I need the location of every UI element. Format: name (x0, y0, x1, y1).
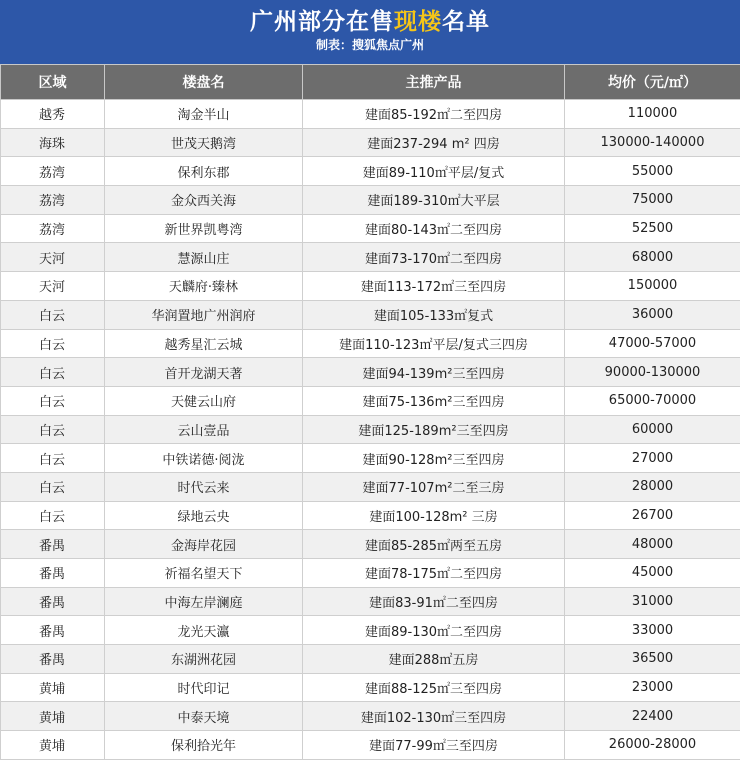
project-name-cell: 东湖洲花园 (105, 645, 303, 674)
table-row (1, 329, 740, 358)
title-banner (0, 0, 740, 64)
district-cell: 荔湾 (1, 157, 105, 186)
district-cell: 黄埔 (1, 731, 105, 760)
district-cell: 海珠 (1, 128, 105, 157)
project-name-cell: 中铁诺德·阅泷 (105, 444, 303, 473)
price-cell: 26000-28000 (565, 731, 740, 760)
price-cell: 31000 (565, 587, 740, 616)
project-name-cell: 保利拾光年 (105, 731, 303, 760)
product-cell: 建面90-128m²三至四房 (303, 444, 565, 473)
district-cell: 番禺 (1, 587, 105, 616)
project-name-cell: 云山壹品 (105, 415, 303, 444)
table-row (1, 530, 740, 559)
product-cell: 建面189-310㎡大平层 (303, 186, 565, 215)
product-cell: 建面237-294 m² 四房 (303, 128, 565, 157)
project-name-cell: 首开龙湖天著 (105, 358, 303, 387)
title-highlight: 现楼 (394, 9, 442, 35)
product-cell: 建面94-139m²三至四房 (303, 358, 565, 387)
table-row (1, 559, 740, 588)
product-cell: 建面110-123㎡平层/复式三四房 (303, 329, 565, 358)
price-cell: 52500 (565, 214, 740, 243)
district-cell: 黄埔 (1, 673, 105, 702)
subtitle: 制表：搜狐焦点广州 (315, 38, 424, 52)
project-name-cell: 时代云来 (105, 472, 303, 501)
project-name-cell: 天健云山府 (105, 386, 303, 415)
price-cell: 47000-57000 (565, 329, 740, 358)
price-cell: 22400 (565, 702, 740, 731)
project-name-cell: 金众西关海 (105, 186, 303, 215)
product-cell: 建面83-91㎡二至四房 (303, 587, 565, 616)
title-text-post: 名单 (442, 9, 490, 35)
project-name-cell: 祈福名望天下 (105, 559, 303, 588)
table-row (1, 645, 740, 674)
table-row (1, 587, 740, 616)
price-cell: 33000 (565, 616, 740, 645)
project-name-cell: 新世界凯粤湾 (105, 214, 303, 243)
title-text-pre: 广州部分在售 (250, 9, 394, 35)
table-row (1, 472, 740, 501)
product-cell: 建面73-170㎡二至四房 (303, 243, 565, 272)
price-cell: 28000 (565, 472, 740, 501)
product-cell: 建面80-143㎡二至四房 (303, 214, 565, 243)
table-row (1, 186, 740, 215)
district-cell: 白云 (1, 415, 105, 444)
header-district: 区域 (1, 65, 105, 100)
product-cell: 建面78-175㎡二至四房 (303, 559, 565, 588)
header-main-product: 主推产品 (303, 65, 565, 100)
price-cell: 75000 (565, 186, 740, 215)
product-cell: 建面77-99㎡三至四房 (303, 731, 565, 760)
table-row (1, 731, 740, 760)
project-name-cell: 天麟府·臻林 (105, 272, 303, 301)
district-cell: 白云 (1, 300, 105, 329)
district-cell: 番禺 (1, 645, 105, 674)
product-cell: 建面100-128m² 三房 (303, 501, 565, 530)
district-cell: 白云 (1, 444, 105, 473)
project-name-cell: 绿地云央 (105, 501, 303, 530)
price-cell: 150000 (565, 272, 740, 301)
table-row (1, 415, 740, 444)
project-name-cell: 中海左岸澜庭 (105, 587, 303, 616)
price-cell: 23000 (565, 673, 740, 702)
project-name-cell: 慧源山庄 (105, 243, 303, 272)
table-row (1, 501, 740, 530)
table-row (1, 444, 740, 473)
table-row (1, 272, 740, 301)
header-row (1, 65, 740, 100)
product-cell: 建面85-285㎡两至五房 (303, 530, 565, 559)
district-cell: 白云 (1, 472, 105, 501)
header-avg-price: 均价（元/㎡） (565, 65, 740, 100)
price-cell: 36000 (565, 300, 740, 329)
district-cell: 白云 (1, 329, 105, 358)
district-cell: 番禺 (1, 530, 105, 559)
table-row (1, 214, 740, 243)
project-name-cell: 淘金半山 (105, 100, 303, 129)
product-cell: 建面102-130㎡三至四房 (303, 702, 565, 731)
price-cell: 48000 (565, 530, 740, 559)
product-cell: 建面88-125㎡三至四房 (303, 673, 565, 702)
district-cell: 白云 (1, 358, 105, 387)
district-cell: 越秀 (1, 100, 105, 129)
project-name-cell: 金海岸花园 (105, 530, 303, 559)
district-cell: 白云 (1, 501, 105, 530)
project-name-cell: 越秀星汇云城 (105, 329, 303, 358)
district-cell: 黄埔 (1, 702, 105, 731)
district-cell: 番禺 (1, 559, 105, 588)
product-cell: 建面113-172㎡三至四房 (303, 272, 565, 301)
project-name-cell: 保利东郡 (105, 157, 303, 186)
district-cell: 白云 (1, 386, 105, 415)
price-cell: 68000 (565, 243, 740, 272)
price-cell: 45000 (565, 559, 740, 588)
product-cell: 建面89-110㎡平层/复式 (303, 157, 565, 186)
product-cell: 建面125-189m²三至四房 (303, 415, 565, 444)
table-row (1, 358, 740, 387)
product-cell: 建面288㎡五房 (303, 645, 565, 674)
project-name-cell: 世茂天鹅湾 (105, 128, 303, 157)
price-cell: 27000 (565, 444, 740, 473)
product-cell: 建面77-107m²二至三房 (303, 472, 565, 501)
price-cell: 110000 (565, 100, 740, 129)
page-title (0, 0, 740, 35)
district-cell: 番禺 (1, 616, 105, 645)
price-cell: 36500 (565, 645, 740, 674)
district-cell: 天河 (1, 243, 105, 272)
district-cell: 荔湾 (1, 186, 105, 215)
product-cell: 建面85-192㎡二至四房 (303, 100, 565, 129)
table-row (1, 702, 740, 731)
table-row (1, 616, 740, 645)
project-name-cell: 中泰天境 (105, 702, 303, 731)
table-row (1, 673, 740, 702)
table-row (1, 128, 740, 157)
product-cell: 建面105-133㎡复式 (303, 300, 565, 329)
table-body (1, 100, 740, 760)
price-cell: 26700 (565, 501, 740, 530)
project-name-cell: 龙光天瀛 (105, 616, 303, 645)
price-cell: 55000 (565, 157, 740, 186)
header-project-name: 楼盘名 (105, 65, 303, 100)
project-name-cell: 时代印记 (105, 673, 303, 702)
district-cell: 荔湾 (1, 214, 105, 243)
product-cell: 建面89-130㎡二至四房 (303, 616, 565, 645)
product-cell: 建面75-136m²三至四房 (303, 386, 565, 415)
table-row (1, 157, 740, 186)
price-cell: 90000-130000 (565, 358, 740, 387)
price-cell: 60000 (565, 415, 740, 444)
table-row (1, 300, 740, 329)
table-row (1, 386, 740, 415)
district-cell: 天河 (1, 272, 105, 301)
table-row (1, 243, 740, 272)
listing-table (0, 64, 740, 760)
table-row (1, 100, 740, 129)
project-name-cell: 华润置地广州润府 (105, 300, 303, 329)
price-cell: 65000-70000 (565, 386, 740, 415)
price-cell: 130000-140000 (565, 128, 740, 157)
